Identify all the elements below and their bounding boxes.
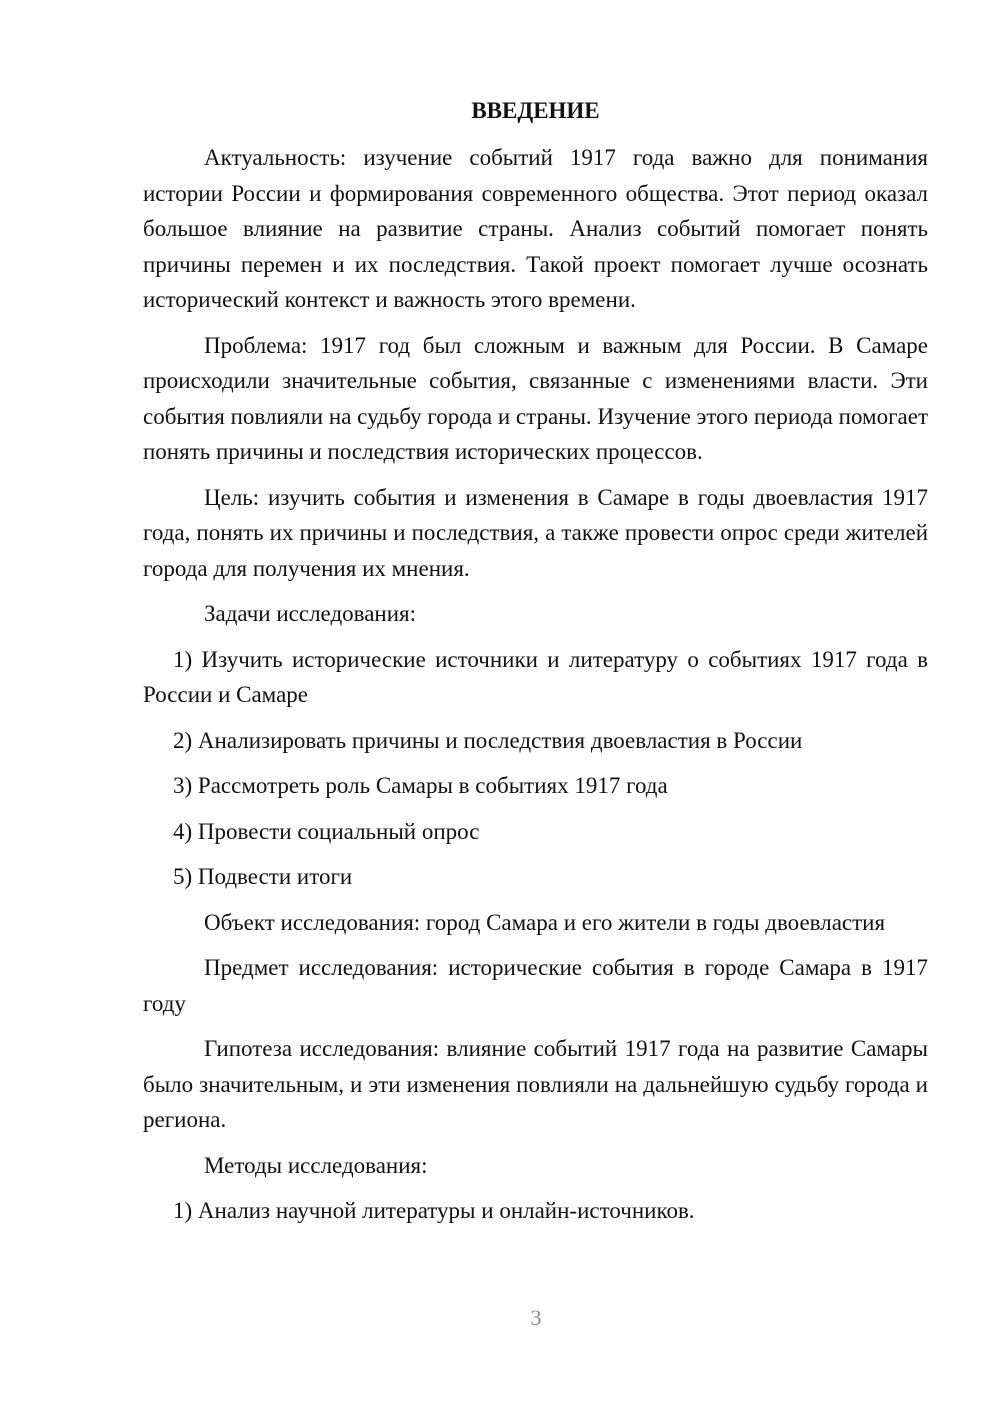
goal-paragraph: Цель: изучить события и изменения в Самаре в годы двоевластия 1917 года, понять их причины и последствия, а также провести опрос среди жителей города для получения их мнения. [143, 484, 928, 581]
section-title: ВВЕДЕНИЕ [471, 98, 600, 123]
task-item: 4) Провести социальный опрос [173, 818, 480, 844]
problem-paragraph: Проблема: 1917 год был сложным и важным для России. В Самаре происходили значительные события, связанные с изменениями власти. Эти события повлияли на судьбу города и страны. Изучение этого периода помогает понять причины и последствия исторических процессов. [143, 332, 928, 464]
task-item: 1) Изучить исторические источники и литературу о событиях 1917 года в России и Самаре [143, 646, 928, 707]
object-paragraph: Объект исследования: город Самара и его жители в годы двоевластия [204, 909, 886, 935]
subject-paragraph: Предмет исследования: исторические события в городе Самара в 1917 году [143, 955, 928, 1016]
tasks-heading: Задачи исследования: [204, 601, 417, 626]
task-item: 2) Анализировать причины и последствия двоевластия в России [173, 727, 803, 753]
task-item: 5) Подвести итоги [173, 864, 353, 889]
page-content [143, 96, 928, 1239]
hypothesis-paragraph: Гипотеза исследования: влияние событий 1917 года на развитие Самары было значительным, и эти изменения повлияли на дальнейшую судьбу города и региона. [143, 1036, 928, 1132]
methods-heading: Методы исследования: [204, 1152, 428, 1178]
task-item: 3) Рассмотреть роль Самары в событиях 1917 года [173, 773, 668, 798]
page-number: 3 [530, 1305, 542, 1330]
method-item: 1) Анализ научной литературы и онлайн-источников. [173, 1198, 695, 1223]
relevance-paragraph: Актуальность: изучение событий 1917 года важно для понимания истории России и формирования современного общества. Этот период оказал большое влияние на развитие страны. Анализ событий помогает понять причины перемен и их последствия. Такой проект помогает лучше осознать исторический контекст и важность этого времени. [143, 145, 928, 312]
